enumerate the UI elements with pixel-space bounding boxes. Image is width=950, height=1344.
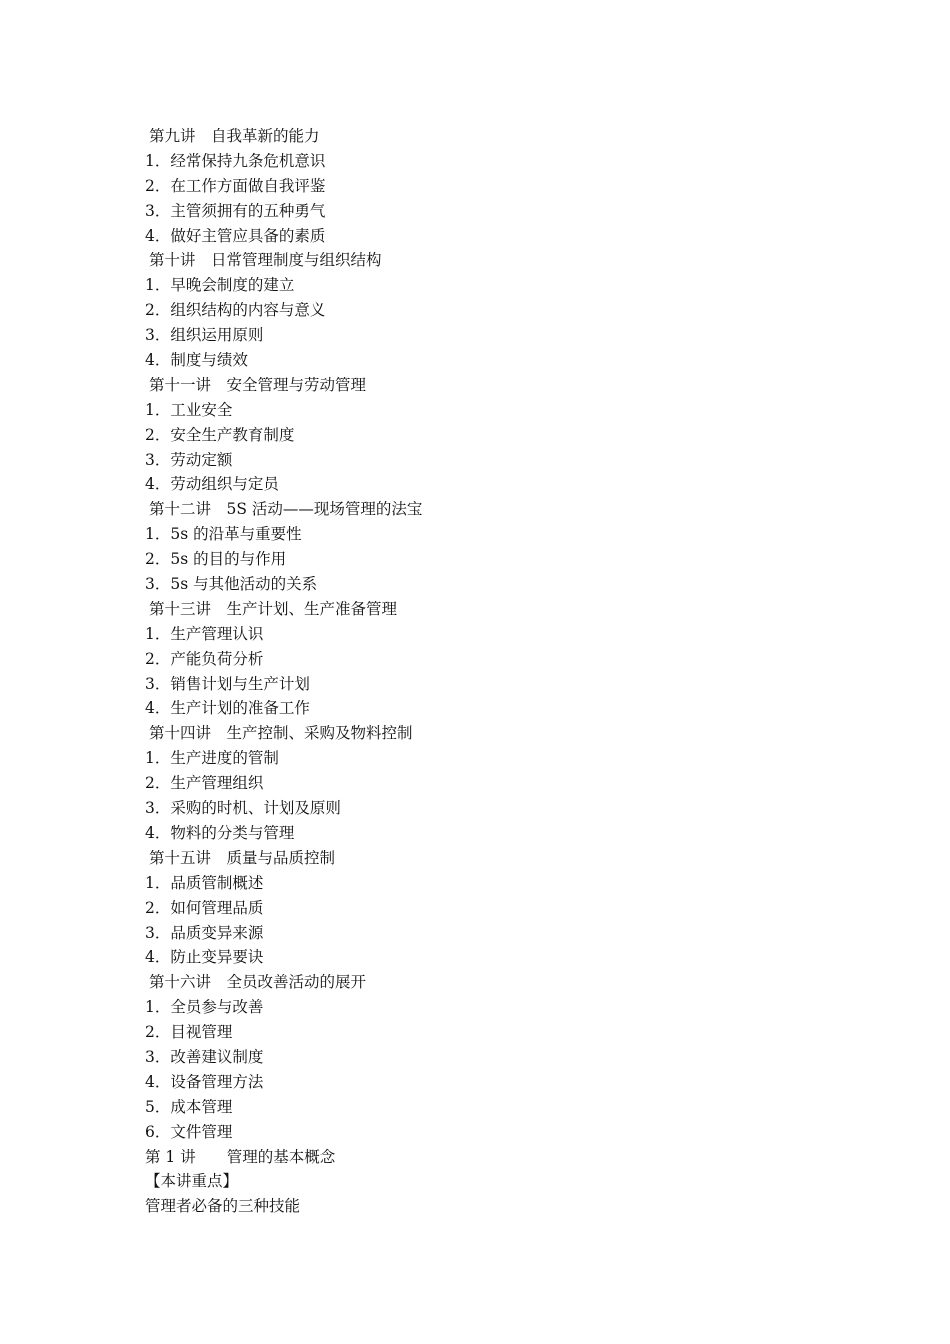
list-item: 3．5s 与其他活动的关系 (145, 575, 318, 594)
list-item: 5．成本管理 (145, 1097, 233, 1116)
list-item: 4．生产计划的准备工作 (145, 699, 310, 718)
list-item: 1．全员参与改善 (145, 998, 264, 1017)
lecture-heading: 第十一讲 安全管理与劳动管理 (149, 375, 367, 394)
lecture-heading: 第十五讲 质量与品质控制 (149, 848, 336, 867)
lecture-title: 第 1 讲 管理的基本概念 (145, 1147, 336, 1166)
list-item: 4．劳动组织与定员 (145, 475, 279, 494)
list-item: 4．防止变异要诀 (145, 948, 264, 967)
list-item: 3．劳动定额 (145, 450, 233, 469)
list-item: 2．生产管理组织 (145, 774, 264, 793)
lecture-heading: 第十三讲 生产计划、生产准备管理 (149, 599, 398, 618)
list-item: 3．销售计划与生产计划 (145, 674, 310, 693)
lecture-heading: 第十六讲 全员改善活动的展开 (149, 973, 367, 992)
list-item: 1．生产进度的管制 (145, 749, 279, 768)
list-item: 2．5s 的目的与作用 (145, 550, 287, 569)
list-item: 1．品质管制概述 (145, 873, 264, 892)
paragraph-text: 管理者必备的三种技能 (145, 1197, 301, 1216)
list-item: 1．早晚会制度的建立 (145, 276, 295, 295)
list-item: 1．生产管理认识 (145, 624, 264, 643)
list-item: 1．经常保持九条危机意识 (145, 151, 326, 170)
lecture-heading: 第十讲 日常管理制度与组织结构 (149, 251, 382, 270)
list-item: 6．文件管理 (145, 1122, 233, 1141)
list-item: 4．制度与绩效 (145, 351, 248, 370)
list-item: 2．产能负荷分析 (145, 649, 264, 668)
list-item: 3．品质变异来源 (145, 923, 264, 942)
list-item: 1．5s 的沿革与重要性 (145, 525, 302, 544)
document-body (145, 124, 845, 1219)
list-item: 4．物料的分类与管理 (145, 823, 295, 842)
section-label: 【本讲重点】 (145, 1172, 239, 1191)
list-item: 3．采购的时机、计划及原则 (145, 799, 341, 818)
list-item: 2．安全生产教育制度 (145, 425, 295, 444)
list-item: 3．组织运用原则 (145, 326, 264, 345)
list-item: 3．主管须拥有的五种勇气 (145, 201, 326, 220)
lecture-heading: 第十四讲 生产控制、采购及物料控制 (149, 724, 413, 743)
list-item: 2．目视管理 (145, 1023, 233, 1042)
lecture-heading: 第九讲 自我革新的能力 (149, 127, 320, 145)
list-item: 2．组织结构的内容与意义 (145, 301, 326, 320)
list-item: 1．工业安全 (145, 400, 233, 419)
list-item: 4．设备管理方法 (145, 1072, 264, 1091)
list-item: 2．如何管理品质 (145, 898, 264, 917)
lecture-heading: 第十二讲 5S 活动——现场管理的法宝 (149, 500, 423, 519)
list-item: 2．在工作方面做自我评鉴 (145, 176, 326, 195)
list-item: 4．做好主管应具备的素质 (145, 226, 326, 245)
list-item: 3．改善建议制度 (145, 1047, 264, 1066)
